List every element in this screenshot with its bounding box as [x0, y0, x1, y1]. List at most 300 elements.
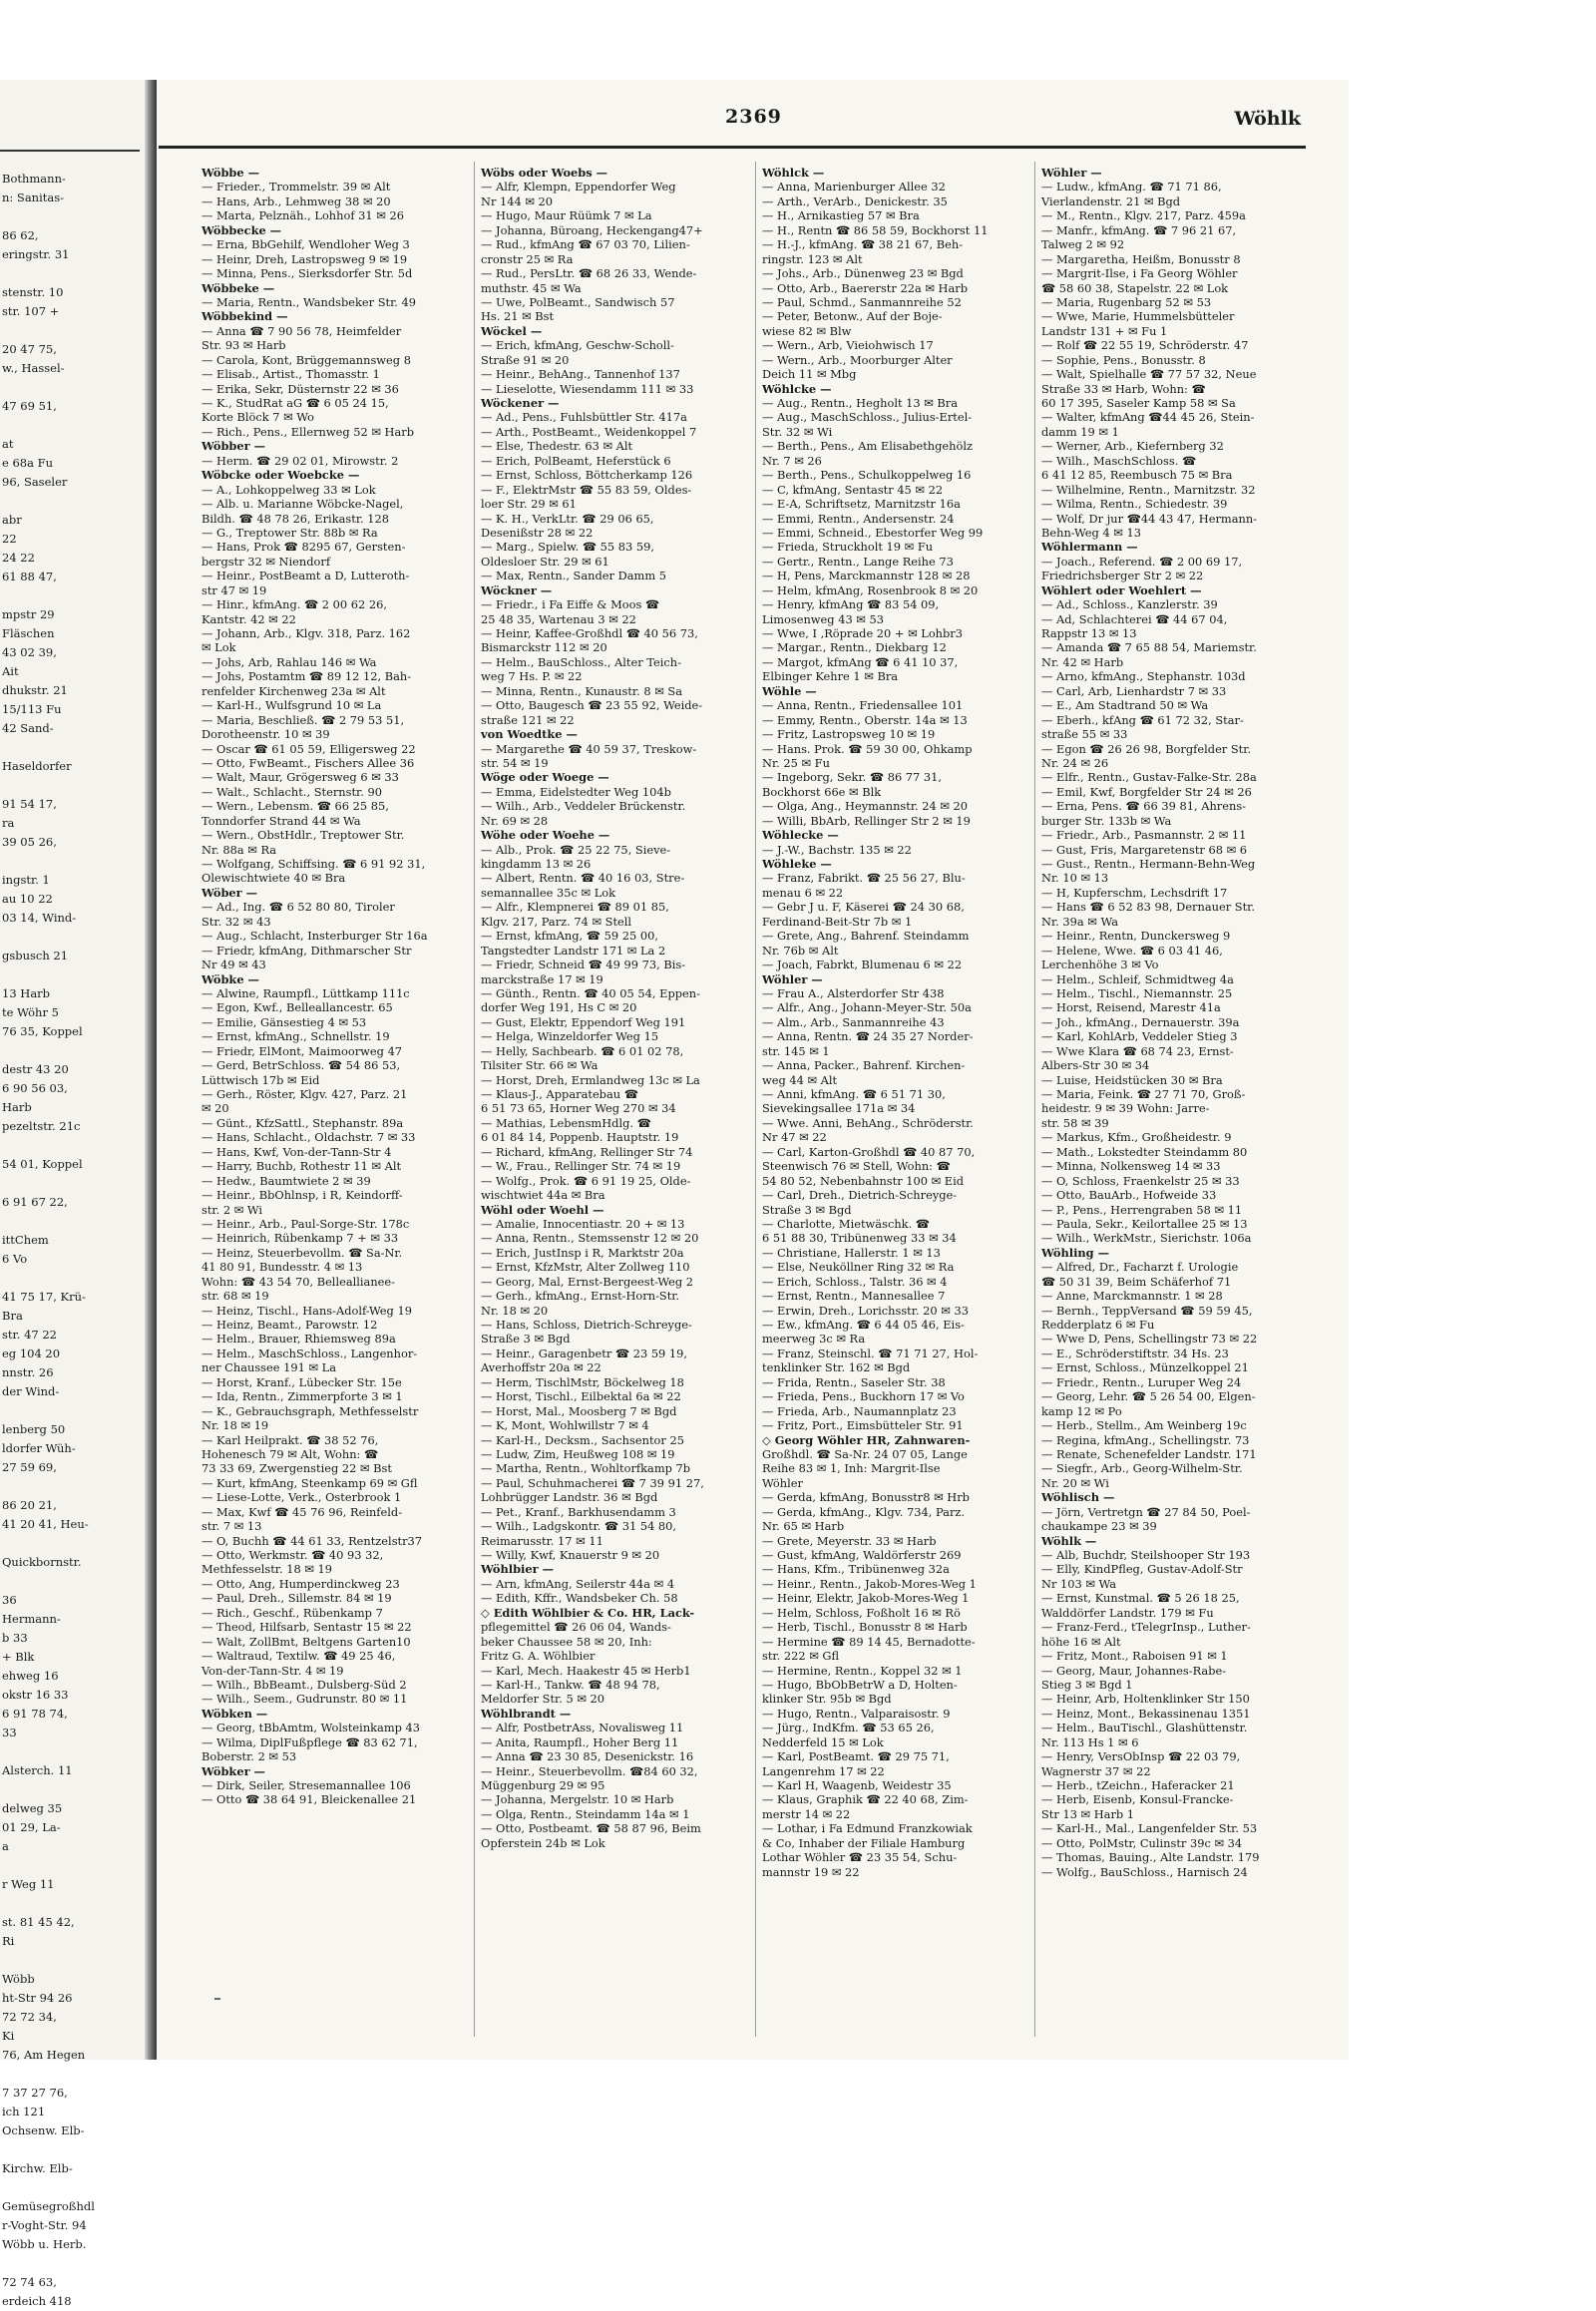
- directory-entry-line: kamp 12 ✉ Po: [1041, 1403, 1122, 1418]
- directory-entry-line: — Hans, Schlacht., Oldachstr. 7 ✉ 33: [201, 1130, 416, 1145]
- directory-entry-line: — Hedw., Baumtwiete 2 ✉ 39: [201, 1173, 371, 1188]
- margin-mark: [214, 1998, 220, 2000]
- directory-entry-line: — Manfr., kfmAng. ☎ 7 96 21 67,: [1041, 222, 1237, 237]
- directory-entry-line: — Wolfgang, Schiffsing. ☎ 6 91 92 31,: [201, 857, 426, 871]
- left-page-line: [2, 1041, 140, 1060]
- directory-entry-line: Wöbke —: [201, 971, 259, 986]
- directory-entry-line: — Arn, kfmAng, Seilerstr 44a ✉ 4: [481, 1576, 675, 1591]
- directory-entry-line: — K. H., VerkLtr. ☎ 29 06 65,: [481, 511, 654, 526]
- directory-entry-line: — Aug., Schlacht, Insterburger Str 16a: [201, 929, 428, 944]
- directory-entry-line: muthstr. 45 ✉ Wa: [481, 280, 582, 295]
- directory-entry-line: 54 80 52, Nebenbahnstr 100 ✉ Eid: [762, 1173, 965, 1188]
- directory-entry-line: — E., Schröderstiftstr. 34 Hs. 23: [1041, 1346, 1229, 1360]
- directory-entry-line: Nedderfeld 15 ✉ Lok: [762, 1734, 884, 1749]
- left-page-line: Gemüsegroßhdl: [2, 2199, 95, 2213]
- directory-entry-line: Oldesloer Str. 29 ✉ 61: [481, 554, 609, 569]
- directory-entry-line: — Frau A., Alsterdorfer Str 438: [762, 985, 945, 1000]
- directory-entry-line: — Hugo, BbObBetrW a D, Holten-: [762, 1677, 958, 1692]
- directory-entry-line: — Lothar, i Fa Edmund Franzkowiak: [762, 1821, 973, 1836]
- directory-entry-line: Methfesselstr. 18 ✉ 19: [201, 1562, 332, 1577]
- directory-entry-line: — Paul, Schmd., Sanmannreihe 52: [762, 294, 962, 309]
- directory-entry-line: — Wern., Arb., Moorburger Alter: [762, 352, 953, 367]
- directory-entry-line: Wöhler —: [1041, 166, 1102, 180]
- directory-entry-line: — Gust, Elektr, Eppendorf Weg 191: [481, 1014, 686, 1029]
- left-page-line: [2, 1477, 140, 1496]
- directory-entry-line: Hs. 21 ✉ Bst: [481, 309, 555, 324]
- directory-entry-line: — Herb, Eisenb, Konsul-Francke-: [1041, 1792, 1234, 1807]
- directory-entry-line: — Alfred, Dr., Facharzt f. Urologie: [1041, 1260, 1239, 1275]
- directory-entry-line: Wöge oder Woege —: [481, 770, 609, 785]
- directory-entry-line: — Harry, Buchb, Rothestr 11 ✉ Alt: [201, 1159, 402, 1174]
- left-page-line: [2, 965, 140, 984]
- directory-entry-line: — Herb., Stellm., Am Weinberg 19c: [1041, 1418, 1247, 1433]
- directory-entry-line: Stieg 3 ✉ Bgd 1: [1041, 1677, 1133, 1692]
- directory-entry-line: — Anna, Packer., Bahrenf. Kirchen-: [762, 1058, 966, 1073]
- directory-entry-line: — Wern., Arb, Vieiohwisch 17: [762, 338, 934, 353]
- directory-entry-line: — Georg, Maur, Johannes-Rabe-: [1041, 1663, 1227, 1678]
- directory-entry-line: weg 7 Hs. P. ✉ 22: [481, 669, 583, 684]
- directory-entry-line: — Charlotte, Mietwäschk. ☎: [762, 1216, 930, 1231]
- directory-entry-line: — Wern., Lebensm. ☎ 66 25 85,: [201, 799, 389, 814]
- directory-entry-line: Averhoffstr 20a ✉ 22: [481, 1360, 601, 1375]
- directory-entry-line: pflegemittel ☎ 26 06 04, Wands-: [481, 1620, 671, 1635]
- directory-entry-line: — Arth., VerArb., Denickestr. 35: [762, 193, 948, 208]
- directory-entry-line: — Renate, Schenefelder Landstr. 171: [1041, 1446, 1257, 1461]
- directory-entry-line: Str. 32 ✉ Wi: [762, 424, 833, 439]
- directory-entry-line: Reihe 83 ✉ 1, Inh: Margrit-Ilse: [762, 1461, 941, 1476]
- directory-entry-line: Wöbbekind —: [201, 309, 288, 324]
- directory-entry-line: Str. 32 ✉ 43: [201, 914, 271, 929]
- directory-entry-line: — Alfr., Klempnerei ☎ 89 01 85,: [481, 900, 669, 915]
- directory-entry-line: — Horst, Tischl., Eilbektal 6a ✉ 22: [481, 1389, 681, 1404]
- directory-entry-line: — Heinr., Rentn., Jakob-Mores-Weg 1: [762, 1576, 977, 1591]
- directory-entry-line: Wöbbe —: [201, 166, 259, 180]
- directory-entry-line: — Minna, Pens., Sierksdorfer Str. 5d: [201, 266, 413, 281]
- directory-entry-line: — Ew., kfmAng. ☎ 6 44 05 46, Eis-: [762, 1318, 965, 1332]
- directory-entry-line: Wöhlbier —: [481, 1562, 554, 1577]
- directory-entry-line: Bildh. ☎ 48 78 26, Erikastr. 128: [201, 511, 389, 526]
- directory-entry-line: ner Chaussee 191 ✉ La: [201, 1360, 336, 1375]
- directory-entry-line: 6 41 12 85, Reembusch 75 ✉ Bra: [1041, 468, 1233, 483]
- directory-entry-line: — Margar., Rentn., Diekbarg 12: [762, 640, 947, 655]
- left-page-line: st. 81 45 42,: [2, 1915, 75, 1929]
- running-head: Wöhlk: [1234, 108, 1301, 130]
- directory-entry-line: straße 121 ✉ 22: [481, 712, 575, 727]
- directory-entry-line: Nr. 18 ✉ 19: [201, 1418, 269, 1433]
- left-page-line: Hermann-: [2, 1612, 61, 1626]
- directory-entry-line: 25 48 35, Wartenau 3 ✉ 22: [481, 611, 636, 626]
- directory-entry-line: — Hans. Prok. ☎ 59 30 00, Ohkamp: [762, 741, 973, 756]
- directory-entry-line: Wöhle —: [762, 683, 817, 698]
- left-page-line: e 68a Fu: [2, 456, 53, 470]
- directory-entry-line: Tonndorfer Strand 44 ✉ Wa: [201, 813, 361, 828]
- left-page-line: Bothmann-: [2, 172, 66, 186]
- directory-entry-line: Wöhlck —: [762, 166, 825, 180]
- directory-entry-line: — Johs., Arb., Dünenweg 23 ✉ Bgd: [762, 266, 964, 281]
- directory-entry-line: — Helm., BauTischl., Glashüttenstr.: [1041, 1721, 1248, 1735]
- directory-entry-line: ringstr. 123 ✉ Alt: [762, 251, 863, 266]
- directory-entry-line: Von-der-Tann-Str. 4 ✉ 19: [201, 1663, 344, 1678]
- directory-entry-line: — Heinr., BbOhlnsp, i R, Keindorff-: [201, 1188, 403, 1203]
- directory-entry-line: Wohn: ☎ 43 54 70, Belleallianee-: [201, 1274, 396, 1289]
- directory-entry-line: str. 58 ✉ 39: [1041, 1115, 1109, 1130]
- directory-entry-line: — Karl-H., Wulfsgrund 10 ✉ La: [201, 698, 382, 713]
- directory-entry-line: Str. 93 ✉ Harb: [201, 338, 286, 353]
- left-page-line: 6 91 67 22,: [2, 1195, 68, 1209]
- directory-entry-line: Lohbrügger Landstr. 36 ✉ Bgd: [481, 1490, 658, 1505]
- directory-entry-line: — Ad, Schlachterei ☎ 44 67 04,: [1041, 611, 1228, 626]
- directory-entry-line: Olewischtwiete 40 ✉ Bra: [201, 871, 346, 886]
- directory-entry-line: — Ludw., kfmAng. ☎ 71 71 86,: [1041, 180, 1222, 194]
- directory-entry-line: — Gerda, kfmAng, Bonusstr8 ✉ Hrb: [762, 1490, 970, 1505]
- directory-entry-line: Wöckener —: [481, 396, 560, 410]
- directory-entry-line: — Heinr., Steuerbevollm. ☎84 60 32,: [481, 1763, 698, 1778]
- directory-entry-line: — Anna, Rentn., Stemssenstr 12 ✉ 20: [481, 1231, 699, 1246]
- left-page-line: der Wind-: [2, 1384, 60, 1398]
- directory-entry-line: — Ad., Schloss., Kanzlerstr. 39: [1041, 597, 1218, 612]
- directory-entry-line: — Hans, Kfm., Tribünenweg 32a: [762, 1562, 950, 1577]
- left-page-line: 7 37 27 76,: [2, 2086, 68, 2100]
- directory-entry-line: — Maria, Rugenbarg 52 ✉ 53: [1041, 294, 1212, 309]
- directory-entry-line: — Grete, Meyerstr. 33 ✉ Harb: [762, 1533, 937, 1548]
- directory-entry-line: Nr. 113 Hs 1 ✉ 6: [1041, 1734, 1139, 1749]
- page-header: [157, 98, 1349, 146]
- directory-entry-line: — Else, Neuköllner Ring 32 ✉ Ra: [762, 1260, 955, 1275]
- left-page-line: [2, 1856, 140, 1875]
- left-page-line: [2, 416, 140, 435]
- directory-entry-line: — Marta, Pelznäh., Lohhof 31 ✉ 26: [201, 208, 404, 223]
- directory-entry-line: — Anna, Rentn., Friedensallee 101: [762, 698, 964, 713]
- directory-entry-line: — Max, Rentn., Sander Damm 5: [481, 569, 666, 583]
- directory-entry-line: Nr. 42 ✉ Harb: [1041, 654, 1124, 669]
- left-page-line: Wöbb: [2, 1972, 35, 1986]
- directory-entry-line: — Karl-H., Decksm., Sachsentor 25: [481, 1432, 684, 1447]
- left-page-line: ra: [2, 816, 15, 830]
- left-page-rule: [0, 150, 140, 152]
- directory-entry-line: — Wilhelmine, Rentn., Marnitzstr. 32: [1041, 482, 1256, 497]
- directory-entry-line: — Joach, Fabrkt, Blumenau 6 ✉ 22: [762, 958, 963, 972]
- directory-entry-line: — Klaus, Graphik ☎ 22 40 68, Zim-: [762, 1792, 969, 1807]
- directory-entry-line: marckstraße 17 ✉ 19: [481, 971, 603, 986]
- left-page-line: 03 14, Wind-: [2, 911, 77, 925]
- directory-entry-line: Nr. 69 ✉ 28: [481, 813, 549, 828]
- left-page-line: [2, 2140, 140, 2159]
- directory-entry-line: — Margot, kfmAng ☎ 6 41 10 37,: [762, 654, 959, 669]
- left-page-text: [2, 170, 140, 2311]
- left-page-line: 76 35, Koppel: [2, 1024, 83, 1038]
- directory-entry-line: — H, Kupferschm, Lechsdrift 17: [1041, 885, 1228, 900]
- directory-entry-line: Deich 11 ✉ Mbg: [762, 367, 857, 382]
- directory-entry-line: Landstr 131 + ✉ Fu 1: [1041, 323, 1168, 338]
- directory-entry-line: — M., Rentn., Klgv. 217, Parz. 459a: [1041, 208, 1246, 223]
- directory-entry-line: semannallee 35c ✉ Lok: [481, 885, 616, 900]
- directory-entry-line: — Heinz, Beamt., Parowstr. 12: [201, 1318, 378, 1332]
- directory-entry-line: — Amalie, Innocentiastr. 20 + ✉ 13: [481, 1216, 685, 1231]
- directory-entry-line: Desenißstr 28 ✉ 22: [481, 525, 594, 540]
- directory-entry-line: merstr 14 ✉ 22: [762, 1806, 851, 1821]
- left-page-line: [2, 776, 140, 795]
- directory-entry-line: — Karl, Mech. Haakestr 45 ✉ Herb1: [481, 1663, 691, 1678]
- directory-entry-line: — Friedr, ElMont, Maimoorweg 47: [201, 1043, 403, 1058]
- left-page-line: abr: [2, 513, 22, 527]
- directory-entry-line: 6 51 73 65, Horner Weg 270 ✉ 34: [481, 1101, 676, 1116]
- directory-entry-line: — Alfr, Klempn, Eppendorfer Weg: [481, 180, 676, 194]
- directory-entry-line: — Helm., Tischl., Niemannstr. 25: [1041, 985, 1233, 1000]
- directory-entry-line: — Carl, Arb, Lienhardstr 7 ✉ 33: [1041, 683, 1227, 698]
- left-page-line: Fläschen: [2, 626, 55, 640]
- left-page-line: nnstr. 26: [2, 1365, 54, 1379]
- directory-entry-line: — Johs, Arb, Rahlau 146 ✉ Wa: [201, 654, 377, 669]
- directory-entry-line: Tangstedter Landstr 171 ✉ La 2: [481, 943, 666, 958]
- directory-entry-line: — Else, Thedestr. 63 ✉ Alt: [481, 439, 633, 454]
- directory-entry-line: — Minna, Rentn., Kunaustr. 8 ✉ Sa: [481, 683, 682, 698]
- directory-entry-line: — Helm., Brauer, Rhiemsweg 89a: [201, 1332, 396, 1347]
- directory-entry-line: — Henry, kfmAng ☎ 83 54 09,: [762, 597, 940, 612]
- left-page-line: [2, 1174, 140, 1193]
- directory-entry-line: — H.-J., kfmAng. ☎ 38 21 67, Beh-: [762, 237, 964, 252]
- left-page-line: str. 47 22: [2, 1328, 57, 1342]
- directory-entry-line: — Horst, Dreh, Ermlandweg 13c ✉ La: [481, 1072, 700, 1087]
- directory-entry-line: — Hugo, Maur Rüümk 7 ✉ La: [481, 208, 652, 223]
- left-page-line: 47 69 51,: [2, 399, 57, 413]
- directory-entry-line: Wöckel —: [481, 323, 543, 338]
- directory-entry-line: — Frieder., Trommelstr. 39 ✉ Alt: [201, 180, 391, 194]
- directory-entry-line: — Friedr., Rentn., Luruper Weg 24: [1041, 1374, 1242, 1389]
- directory-entry-line: — Jörn, Vertretgn ☎ 27 84 50, Poel-: [1041, 1504, 1251, 1519]
- left-page-line: [2, 1212, 140, 1231]
- directory-entry-line: — Otto, Postbeamt. ☎ 58 87 96, Beim: [481, 1821, 701, 1836]
- directory-entry-line: — Heinr, Kaffee-Großhdl ☎ 40 56 73,: [481, 626, 698, 640]
- left-page-line: [2, 1572, 140, 1591]
- directory-entry-line: — Elly, KindPfleg, Gustav-Adolf-Str: [1041, 1562, 1243, 1577]
- left-page-line: [2, 321, 140, 340]
- directory-entry-line: Wöber —: [201, 885, 258, 900]
- directory-entry-line: Fritz G. A. Wöhlbier: [481, 1649, 596, 1664]
- left-page-line: 6 Vo: [2, 1252, 28, 1266]
- directory-entry-line: Nr. 76b ✉ Alt: [762, 943, 839, 958]
- directory-entry-line: — Joach., Referend. ☎ 2 00 69 17,: [1041, 554, 1243, 569]
- directory-entry-line: klinker Str. 95b ✉ Bgd: [762, 1692, 892, 1707]
- directory-entry-line: Langenrehm 17 ✉ 22: [762, 1763, 885, 1778]
- directory-entry-line: & Co, Inhaber der Filiale Hamburg: [762, 1835, 966, 1850]
- directory-column-2: [481, 166, 750, 1850]
- directory-entry-line: — Margaretha, Heißm, Bonusstr 8: [1041, 251, 1241, 266]
- directory-entry-line: Korte Blöck 7 ✉ Wo: [201, 410, 315, 425]
- left-page-line: [2, 1894, 140, 1913]
- directory-entry-line: — Ernst, Rentn., Mannesallee 7: [762, 1289, 946, 1304]
- directory-entry-line: — Max, Kwf ☎ 45 76 96, Reinfeld-: [201, 1504, 403, 1519]
- directory-entry-line: Nr. 25 ✉ Fu: [762, 755, 830, 770]
- directory-entry-line: 6 01 84 14, Poppenb. Hauptstr. 19: [481, 1130, 679, 1145]
- directory-entry-line: — Heinr., PostBeamt a D, Lutteroth-: [201, 569, 410, 583]
- directory-entry-line: 41 80 91, Bundesstr. 4 ✉ 13: [201, 1260, 363, 1275]
- left-page-line: okstr 16 33: [2, 1688, 69, 1702]
- directory-entry-line: — Joh., kfmAng., Dernauerstr. 39a: [1041, 1014, 1240, 1029]
- directory-entry-line: damm 19 ✉ 1: [1041, 424, 1119, 439]
- directory-entry-line: ☎ 50 31 39, Beim Schäferhof 71: [1041, 1274, 1232, 1289]
- directory-entry-line: — Wolfg., BauSchloss., Harnisch 24: [1041, 1864, 1248, 1879]
- directory-entry-line: — Uwe, PolBeamt., Sandwisch 57: [481, 294, 675, 309]
- directory-entry-line: — Heinz, Steuerbevollm. ☎ Sa-Nr.: [201, 1245, 403, 1260]
- directory-entry-line: — Rud., PersLtr. ☎ 68 26 33, Wende-: [481, 266, 697, 281]
- directory-entry-line: — H, Pens, Marckmannstr 128 ✉ 28: [762, 569, 971, 583]
- directory-entry-line: Lerchenhöhe 3 ✉ Vo: [1041, 958, 1159, 972]
- directory-entry-line: — Wolf, Dr jur ☎44 43 47, Hermann-: [1041, 511, 1258, 526]
- directory-entry-line: — Emmi, Rentn., Andersenstr. 24: [762, 511, 955, 526]
- directory-entry-line: — Helga, Winzeldorfer Weg 15: [481, 1029, 659, 1044]
- directory-entry-line: — Karl H, Waagenb, Weidestr 35: [762, 1778, 952, 1792]
- directory-entry-line: — Aug., Rentn., Hegholt 13 ✉ Bra: [762, 396, 959, 410]
- left-page-line: 6 90 56 03,: [2, 1081, 68, 1095]
- directory-entry-line: — Willi, BbArb, Rellinger Str 2 ✉ 19: [762, 813, 971, 828]
- directory-entry-line: — Fritz, Port., Eimsbütteler Str. 91: [762, 1418, 964, 1433]
- left-page-line: [2, 1951, 140, 1970]
- directory-entry-line: — Helene, Wwe. ☎ 6 03 41 46,: [1041, 943, 1223, 958]
- directory-entry-line: — Arth., PostBeamt., Weidenkoppel 7: [481, 424, 697, 439]
- directory-entry-line: Wöhlbrandt —: [481, 1706, 572, 1721]
- directory-entry-line: — Paul, Schuhmacherei ☎ 7 39 91 27,: [481, 1475, 704, 1490]
- left-page-line: [2, 1742, 140, 1761]
- directory-entry-line: tenklinker Str. 162 ✉ Bgd: [762, 1360, 911, 1375]
- directory-entry-line: — C, kfmAng, Sentastr 45 ✉ 22: [762, 482, 944, 497]
- scan-background: [0, 80, 1349, 2308]
- directory-entry-line: Nr. 18 ✉ 20: [481, 1303, 549, 1318]
- directory-entry-line: Wöhlcke —: [762, 381, 832, 396]
- directory-entry-line: — Carola, Kont, Brüggemannsweg 8: [201, 352, 411, 367]
- directory-entry-line: dorfer Weg 191, Hs C ✉ 20: [481, 1000, 637, 1015]
- directory-entry-line: Nr. 20 ✉ Wi: [1041, 1475, 1109, 1490]
- directory-entry-line: — Aug., MaschSchloss., Julius-Ertel-: [762, 410, 973, 425]
- directory-entry-line: — Friedr., i Fa Eiffe & Moos ☎: [481, 597, 660, 612]
- directory-entry-line: Nr 49 ✉ 43: [201, 958, 266, 972]
- directory-entry-line: — Wilh., WerkMstr., Sierichstr. 106a: [1041, 1231, 1252, 1246]
- directory-entry-line: Wöhl oder Woehl —: [481, 1202, 604, 1217]
- directory-entry-line: — Walter, kfmAng ☎44 45 26, Stein-: [1041, 410, 1255, 425]
- left-page-line: 41 75 17, Krü-: [2, 1290, 86, 1304]
- left-page-line: [2, 586, 140, 605]
- left-page-line: [2, 1534, 140, 1553]
- left-page-line: Alsterch. 11: [2, 1763, 73, 1777]
- directory-entry-line: — Erna, Pens. ☎ 66 39 81, Ahrens-: [1041, 799, 1247, 814]
- directory-entry-line: — Egon ☎ 26 26 98, Borgfelder Str.: [1041, 741, 1252, 756]
- directory-entry-line: — Henry, VersObInsp ☎ 22 03 79,: [1041, 1749, 1241, 1764]
- directory-entry-line: — H., Arnikastieg 57 ✉ Bra: [762, 208, 920, 223]
- directory-entry-line: Nr. 65 ✉ Harb: [762, 1519, 845, 1534]
- directory-entry-line: Steenwisch 76 ✉ Stell, Wohn: ☎: [762, 1159, 951, 1174]
- directory-entry-line: — Otto, Ang, Humperdinckweg 23: [201, 1576, 400, 1591]
- directory-entry-line: — Wilh., Ladgskontr. ☎ 31 54 80,: [481, 1519, 677, 1534]
- directory-entry-line: weg 44 ✉ Alt: [762, 1072, 838, 1087]
- left-page-line: gsbusch 21: [2, 949, 69, 963]
- left-page-line: 72 74 63,: [2, 2275, 57, 2289]
- directory-entry-line: — Arno, kfmAng., Stephanstr. 103d: [1041, 669, 1246, 684]
- left-page-line: w., Hassel-: [2, 361, 65, 375]
- directory-entry-line: — Dirk, Seiler, Stresemannallee 106: [201, 1778, 411, 1792]
- directory-entry-line: heidestr. 9 ✉ 39 Wohn: Jarre-: [1041, 1101, 1210, 1116]
- page-number: 2369: [725, 106, 782, 128]
- directory-entry-line: Großhdl. ☎ Sa-Nr. 24 07 05, Lange: [762, 1446, 968, 1461]
- directory-entry-line: — Erna, BbGehilf, Wendloher Weg 3: [201, 237, 410, 252]
- left-page-line: ich 121: [2, 2105, 46, 2118]
- directory-entry-line: — Frieda, Struckholt 19 ✉ Fu: [762, 540, 934, 555]
- directory-entry-line: Sievekingsallee 171a ✉ 34: [762, 1101, 916, 1116]
- directory-entry-line: str. 2 ✉ Wi: [201, 1202, 263, 1217]
- directory-entry-line: — Paula, Sekr., Keilortallee 25 ✉ 13: [1041, 1216, 1248, 1231]
- directory-entry-line: — Mathias, LebensmHdlg. ☎: [481, 1115, 651, 1130]
- directory-entry-line: Wöhlk —: [1041, 1533, 1097, 1548]
- directory-entry-line: — Margrit-Ilse, i Fa Georg Wöhler: [1041, 266, 1238, 281]
- directory-entry-line: Behn-Weg 4 ✉ 13: [1041, 525, 1141, 540]
- directory-entry-line: renfelder Kirchenweg 23a ✉ Alt: [201, 683, 386, 698]
- left-page-line: 91 54 17,: [2, 797, 57, 811]
- directory-entry-line: — Heinr, Dreh, Lastropsweg 9 ✉ 19: [201, 251, 408, 266]
- left-page-line: 22: [2, 532, 17, 546]
- left-page-line: ht-Str 94 26: [2, 1991, 73, 2005]
- directory-entry-line: — Olga, Ang., Heymannstr. 24 ✉ 20: [762, 799, 969, 814]
- directory-entry-line: Wöhling —: [1041, 1245, 1109, 1260]
- directory-entry-line: — Friedr., Arb., Pasmannstr. 2 ✉ 11: [1041, 828, 1247, 843]
- directory-entry-line: von Woedtke —: [481, 727, 578, 742]
- directory-entry-line: Wöbcke oder Woebcke —: [201, 468, 360, 483]
- directory-entry-line: — Helm., BauSchloss., Alter Teich-: [481, 654, 681, 669]
- directory-entry-line: Wöhlecke —: [762, 828, 839, 843]
- directory-entry-line: — Hinr., kfmAng. ☎ 2 00 62 26,: [201, 597, 388, 612]
- directory-entry-line: — Werner, Arb., Kiefernberg 32: [1041, 439, 1224, 454]
- directory-entry-line: wischtwiet 44a ✉ Bra: [481, 1188, 605, 1203]
- directory-entry-line: — Lieselotte, Wiesendamm 111 ✉ 33: [481, 381, 694, 396]
- directory-entry-line: — Frieda, Pens., Buckhorn 17 ✉ Vo: [762, 1389, 965, 1404]
- directory-entry-line: — Gebr J u. F, Käserei ☎ 24 30 68,: [762, 900, 965, 915]
- directory-entry-line: Nr. 10 ✉ 13: [1041, 871, 1109, 886]
- directory-entry-line: — Herm. ☎ 29 02 01, Mirowstr. 2: [201, 453, 399, 468]
- directory-entry-line: Straße 91 ✉ 20: [481, 352, 570, 367]
- directory-entry-line: — Klaus-J., Apparatebau ☎: [481, 1087, 638, 1101]
- directory-entry-line: — Christiane, Hallerstr. 1 ✉ 13: [762, 1245, 941, 1260]
- directory-entry-line: — Heinr, Arb, Holtenklinker Str 150: [1041, 1692, 1250, 1707]
- directory-entry-line: — Wilma, Rentn., Schiedestr. 39: [1041, 497, 1228, 512]
- directory-entry-line: str. 222 ✉ Gfl: [762, 1649, 840, 1664]
- directory-entry-line: — Gust, kfmAng, Waldörferstr 269: [762, 1548, 962, 1562]
- directory-entry-line: Rappstr 13 ✉ 13: [1041, 626, 1137, 640]
- directory-entry-line: — Horst, Kranf., Lübecker Str. 15e: [201, 1374, 402, 1389]
- directory-column-4: [1041, 166, 1311, 1879]
- directory-entry-line: — Herb., tZeichn., Haferacker 21: [1041, 1778, 1235, 1792]
- left-page-line: 36: [2, 1593, 17, 1607]
- directory-entry-line: — Helm, Schloss, Foßholt 16 ✉ Rö: [762, 1605, 961, 1620]
- left-page-line: [2, 2065, 140, 2084]
- directory-entry-line: — Ludw, Zim, Heußweg 108 ✉ 19: [481, 1446, 675, 1461]
- directory-entry-line: — Gerda, kfmAng., Klgv. 734, Parz.: [762, 1504, 966, 1519]
- directory-entry-line: — Egon, Kwf., Belleallancestr. 65: [201, 1000, 393, 1015]
- column-divider: [755, 162, 756, 2037]
- directory-entry-line: — Heinrich, Rübenkamp 7 + ✉ 33: [201, 1231, 399, 1246]
- directory-entry-line: Wöbs oder Woebs —: [481, 166, 608, 180]
- left-page-line: [2, 1401, 140, 1420]
- directory-entry-line: Nr 47 ✉ 22: [762, 1130, 827, 1145]
- left-page-line: dhukstr. 21: [2, 683, 68, 697]
- directory-entry-line: — Horst, Reisend, Marestr 41a: [1041, 1000, 1221, 1015]
- directory-entry-line: str. 54 ✉ 19: [481, 755, 549, 770]
- left-page-line: [2, 928, 140, 947]
- left-page-line: ittChem: [2, 1233, 49, 1247]
- directory-entry-line: Vierlandenstr. 21 ✉ Bgd: [1041, 193, 1181, 208]
- directory-entry-line: — Anna, Rentn. ☎ 24 35 27 Norder-: [762, 1029, 974, 1044]
- left-page-line: 27 59 69,: [2, 1460, 57, 1474]
- directory-entry-line: — Frieda, Arb., Naumannplatz 23: [762, 1403, 957, 1418]
- left-page-line: delweg 35: [2, 1801, 63, 1815]
- directory-entry-line: Müggenburg 29 ✉ 95: [481, 1778, 605, 1792]
- directory-entry-line: — Willy, Kwf, Knauerstr 9 ✉ 20: [481, 1548, 660, 1562]
